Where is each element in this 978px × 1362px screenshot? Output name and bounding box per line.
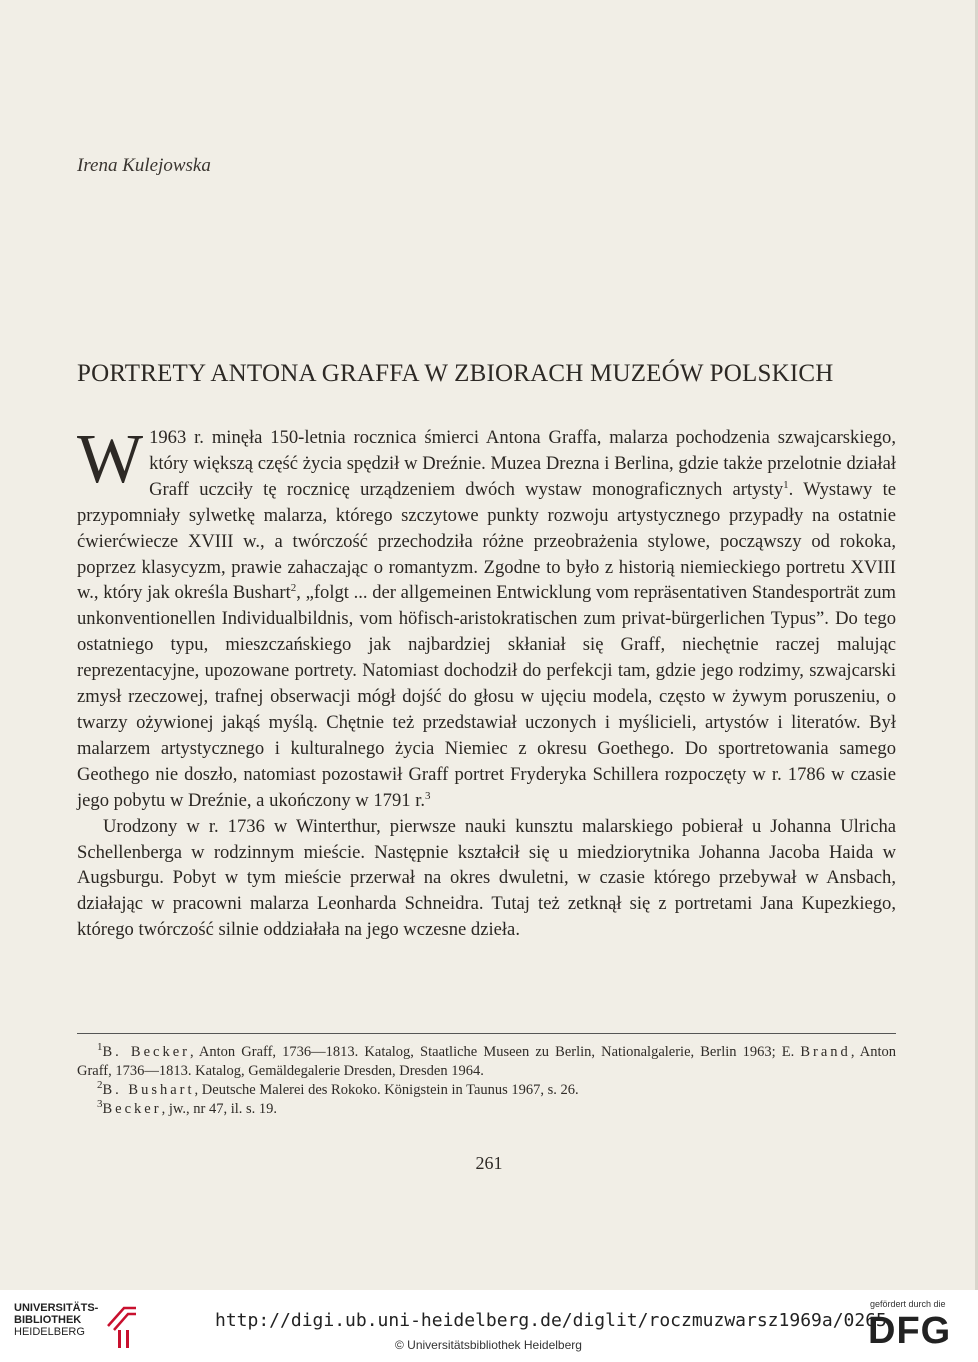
footnote-3 (77, 1100, 896, 1119)
footnote-1 (77, 1043, 896, 1081)
viewer-footer (0, 1290, 978, 1362)
library-line-3: HEIDELBERG (14, 1326, 85, 1338)
footnote-number: 2 (97, 1079, 103, 1092)
footnote-ref-3: 3 (425, 789, 431, 802)
library-line-1: UNIVERSITÄTS- (14, 1302, 99, 1314)
library-line-2: BIBLIOTHEK (14, 1314, 82, 1326)
funder-text: gefördert durch die (870, 1299, 946, 1309)
footnote-number: 3 (97, 1098, 103, 1111)
footnote-author: Brand (800, 1044, 851, 1060)
footnote-ref-2: 2 (290, 582, 297, 595)
footnote-ref-1: 1 (783, 478, 789, 491)
article-body (77, 421, 896, 943)
article-title: PORTRETY ANTONA GRAFFA W ZBIORACH MUZEÓW POLSKICH (77, 360, 834, 387)
footnote-author: Becker (102, 1101, 162, 1117)
paragraph-1-text-a: 1963 r. minęła 150-letnia rocznica śmierci Antona Graffa, malarza pochodzenia szwajcarskiego, który większą część życia spędził w Dreźnie. Muzea Drezna i Berlina, gdzie także przelotnie działał Graff uczciły tę rocznicę urządzeniem dwóch wystaw monograficznych artysty (149, 427, 896, 500)
library-logo-text[interactable] (14, 1302, 98, 1338)
paragraph-1-text-b: . Wystawy te przypomniały sylwetkę malarza, którego szczytowe punkty rozwoju artystycznego przypadły na ostatnie ćwierćwiecze XVIII w., a twórczość przechodziła różne przeobrażenia stylowe, począwszy od rokoka, poprzez klasycyzm, prawie zahaczając o romantyzm. Zgodne to było z historią niemieckiego portretu XVIII w., który jak określa Bushart (77, 478, 896, 604)
dfg-logo[interactable]: DFG (868, 1310, 952, 1352)
footnotes (77, 1043, 896, 1119)
footnote-author: B. Becker (102, 1044, 190, 1060)
permalink-url[interactable]: http://digi.ub.uni-heidelberg.de/diglit/roczmuzwarsz1969a/0265 (215, 1310, 887, 1331)
page-number: 261 (475, 1153, 503, 1173)
copyright-notice: © Universitätsbibliothek Heidelberg (395, 1338, 582, 1352)
footnote-number: 1 (97, 1041, 103, 1054)
footnote-2 (77, 1081, 896, 1100)
paragraph-2: Urodzony w r. 1736 w Winterthur, pierwsze nauki kunsztu malarskiego pobierał u Johanna Ulricha Schellenberga w rodzinnym mieście. Następnie kształcił się u miedziorytnika Johanna Jacoba Haida w Augsburgu. Pobyt w tym mieście przerwał na okres dwuletni, w czasie którego przebywał w Ansbach, działając w pracowni malarza Leonharda Schneidra. Tutaj też zetknął się z portretami Jana Kupezkiego, którego twórczość silnie oddziałała na jego wczesne dzieła. (77, 815, 896, 941)
paragraph-1 (77, 421, 896, 814)
footnote-author: B. Bushart (102, 1082, 195, 1098)
footnote-text: , Deutsche Malerei des Rokoko. Königstein in Taunus 1967, s. 26. (194, 1082, 579, 1098)
library-logo-icon (104, 1300, 140, 1350)
drop-cap: W (77, 421, 144, 498)
author-name: Irena Kulejowska (77, 155, 211, 176)
footnote-text: , jw., nr 47, il. s. 19. (161, 1101, 278, 1117)
footnote-text: , Anton Graff, 1736—1813. Katalog, Staatliche Museen zu Berlin, Nationalgalerie, Berlin 1963; E. (189, 1044, 801, 1060)
footnote-text: , Anton Graff, 1736—1813. Katalog, Gemäldegalerie Dresden, Dresden 1964. (77, 1044, 897, 1079)
footnote-divider (77, 1033, 896, 1034)
paragraph-1-text-c: , „folgt ... der allgemeinen Entwicklung vom repräsentativen Standesporträt zum unkonventionellen Individualbildnis, vom höfisch-aristokratischen zum privat-bürgerlichen Typus”. Do tego ostatniego typu, mieszczańskiego jak najbardziej skłaniał się Graff, niechętnie raczej malując reprezentacyjne, upozowane portrety. Natomiast dochodził do perfekcji tam, gdzie jego rodzimy, szwajcarski zmysł rzeczowej, trafnej obserwacji mógł dojść do głosu w ujęciu modela, często w żywym poruszeniu, o twarzy ożywionej jakąś myślą. Chętnie też przedstawiał uczonych i myślicieli, artystów i literatów. Był malarzem artystycznego i kulturalnego życia Niemiec z okresu Goethego. Do sportretowania samego Geothego nie doszło, natomiast pozostawił Graff portret Fryderyka Schillera rozpoczęty w r. 1786 w czasie jego pobytu w Dreźnie, a ukończony w 1791 r. (77, 582, 896, 811)
